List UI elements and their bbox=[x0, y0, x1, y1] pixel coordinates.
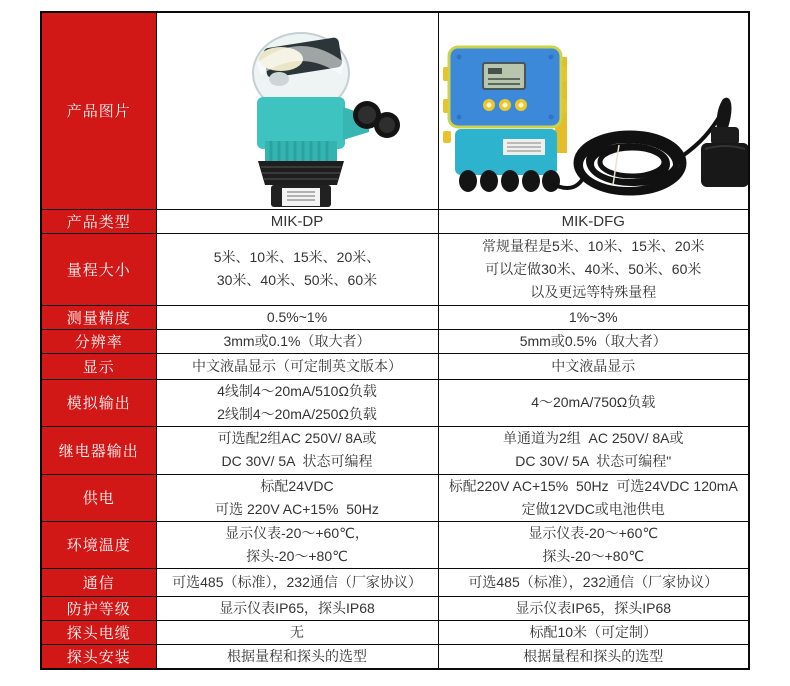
row-probe-cable bbox=[41, 620, 749, 644]
value-line: 探头-20～+80℃ bbox=[246, 547, 348, 564]
mik-dfg-illustration bbox=[443, 15, 750, 207]
value-line: 显示仪表-20～+60℃， bbox=[225, 524, 369, 541]
product-image-mik-dp bbox=[156, 12, 438, 209]
value-line: 可以定做30米、40米、50米、60米 bbox=[485, 260, 702, 277]
value-line: 根据量程和探头的选型 bbox=[227, 647, 367, 664]
value-line: 中文液晶显示（可定制英文版本） bbox=[192, 357, 402, 374]
row-product-image bbox=[41, 12, 749, 209]
value-line: 探头-20～+80℃ bbox=[542, 547, 645, 564]
value-line: 4线制4～20mA/510Ω负载 bbox=[217, 382, 377, 399]
row-protection-rating bbox=[41, 596, 749, 620]
cell-dp-relay-output bbox=[156, 426, 438, 474]
value-line: 常规量程是5米、10米、15米、20米 bbox=[481, 237, 705, 254]
label-relay-output: 继电器输出 bbox=[41, 426, 156, 474]
value-line: DC 30V/ 5A 状态可编程 bbox=[221, 453, 373, 469]
label-communication: 通信 bbox=[41, 568, 156, 596]
label-power-supply: 供电 bbox=[41, 474, 156, 521]
row-display bbox=[41, 353, 749, 379]
cell-dp-analog-output bbox=[156, 379, 438, 426]
value-line: 2线制4～20mA/250Ω负载 bbox=[217, 405, 377, 422]
cell-dp-product-type bbox=[156, 209, 438, 233]
value-line: DC 30V/ 5A 状态可编程" bbox=[515, 453, 672, 469]
cell-dp-range bbox=[156, 233, 438, 305]
cell-dfg-analog-output bbox=[438, 379, 749, 426]
row-accuracy bbox=[41, 305, 749, 329]
cell-dfg-communication bbox=[438, 568, 749, 596]
cell-dp-accuracy bbox=[156, 305, 438, 329]
row-range bbox=[41, 233, 749, 305]
cell-dfg-relay-output bbox=[438, 426, 749, 474]
spec-table bbox=[40, 11, 750, 670]
product-image-mik-dfg bbox=[438, 12, 749, 209]
cell-dp-probe-installation bbox=[156, 644, 438, 669]
value-line: 0.5%~1% bbox=[266, 308, 328, 325]
cell-dp-resolution bbox=[156, 329, 438, 353]
cell-dfg-ambient-temperature bbox=[438, 521, 749, 568]
label-product-type: 产品类型 bbox=[41, 209, 156, 233]
value-line: 标配24VDC bbox=[260, 477, 334, 494]
value-line: 标配10米（可定制） bbox=[529, 623, 658, 640]
label-resolution: 分辨率 bbox=[41, 329, 156, 353]
cell-dp-display bbox=[156, 353, 438, 379]
value-line: 可选 220V AC+15% 50Hz bbox=[215, 500, 379, 517]
row-communication bbox=[41, 568, 749, 596]
value-line: 3mm或0.1%（取大者） bbox=[223, 332, 371, 349]
row-analog-output bbox=[41, 379, 749, 426]
label-range: 量程大小 bbox=[41, 233, 156, 305]
value-line: 无 bbox=[290, 623, 304, 640]
value-line: MIK-DFG bbox=[561, 212, 625, 230]
cell-dp-ambient-temperature bbox=[156, 521, 438, 568]
row-resolution bbox=[41, 329, 749, 353]
value-line: 定做12VDC或电池供电 bbox=[521, 500, 665, 517]
cell-dp-protection-rating bbox=[156, 596, 438, 620]
value-line: 4～20mA/750Ω负载 bbox=[531, 394, 656, 410]
value-line: 显示仪表IP65，探头IP68 bbox=[515, 599, 672, 616]
row-power-supply bbox=[41, 474, 749, 521]
value-line: 5mm或0.5%（取大者） bbox=[519, 332, 667, 349]
value-line: 单通道为2组 AC 250V/ 8A或 bbox=[502, 430, 684, 446]
value-line: MIK-DP bbox=[270, 212, 324, 230]
value-line: 以及更远等特殊量程 bbox=[530, 283, 657, 300]
cell-dfg-product-type bbox=[438, 209, 749, 233]
row-product-type bbox=[41, 209, 749, 233]
value-line: 1%~3% bbox=[568, 308, 618, 325]
cell-dp-probe-cable bbox=[156, 620, 438, 644]
cell-dfg-display bbox=[438, 353, 749, 379]
label-analog-output: 模拟输出 bbox=[41, 379, 156, 426]
value-line: 中文液晶显示 bbox=[551, 357, 636, 374]
value-line: 根据量程和探头的选型 bbox=[523, 647, 664, 664]
cell-dfg-probe-cable bbox=[438, 620, 749, 644]
label-protection-rating: 防护等级 bbox=[41, 596, 156, 620]
value-line: 可选485（标准），232通信（厂家协议） bbox=[468, 573, 719, 590]
cell-dfg-resolution bbox=[438, 329, 749, 353]
value-line: 显示仪表-20～+60℃ bbox=[528, 524, 659, 541]
cell-dfg-accuracy bbox=[438, 305, 749, 329]
value-line: 5米、10米、15米、20米、 bbox=[213, 249, 381, 265]
cell-dfg-power-supply bbox=[438, 474, 749, 521]
row-probe-installation bbox=[41, 644, 749, 669]
label-accuracy: 测量精度 bbox=[41, 305, 156, 329]
row-relay-output bbox=[41, 426, 749, 474]
value-line: 标配220V AC+15% 50Hz 可选24VDC 120mA bbox=[448, 477, 738, 494]
value-line: 可选配2组AC 250V/ 8A或 bbox=[217, 430, 377, 446]
label-ambient-temperature: 环境温度 bbox=[41, 521, 156, 568]
cell-dfg-protection-rating bbox=[438, 596, 749, 620]
row-ambient-temperature bbox=[41, 521, 749, 568]
value-line: 可选485（标准），232通信（厂家协议） bbox=[172, 573, 422, 590]
label-probe-cable: 探头电缆 bbox=[41, 620, 156, 644]
label-display: 显示 bbox=[41, 353, 156, 379]
label-product-image: 产品图片 bbox=[41, 12, 156, 209]
cell-dfg-probe-installation bbox=[438, 644, 749, 669]
cell-dfg-range bbox=[438, 233, 749, 305]
mik-dp-illustration bbox=[161, 15, 439, 207]
value-line: 30米、40米、50米、60米 bbox=[216, 272, 378, 288]
label-probe-installation: 探头安装 bbox=[41, 644, 156, 669]
value-line: 显示仪表IP65，探头IP68 bbox=[219, 599, 375, 616]
cell-dp-communication bbox=[156, 568, 438, 596]
cell-dp-power-supply bbox=[156, 474, 438, 521]
